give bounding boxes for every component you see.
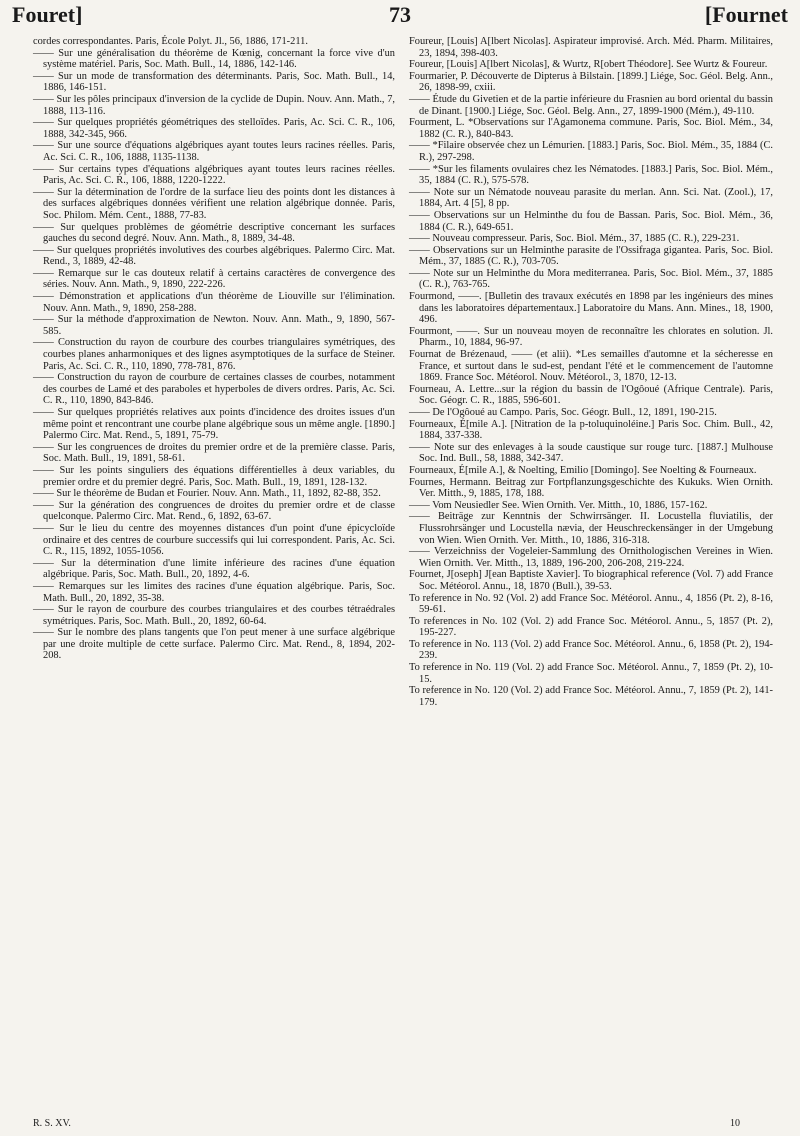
bibliography-entry: —— Sur un mode de transformation des déterminants. Paris, Soc. Math. Bull., 14, 1886, 146-151. — [33, 70, 395, 94]
bibliography-entry: —— Sur les points singuliers des équations différentielles à deux variables, du premier ordre et du premier degré. Paris, Soc. Math. Bull., 19, 1891, 128-132. — [33, 464, 395, 488]
bibliography-entry: Fourmarier, P. Découverte de Dipterus à Bilstain. [1899.] Liége, Soc. Géol. Belg. Ann., 26, 1898-99, cxiii. — [409, 70, 773, 94]
bibliography-entry: —— Remarque sur le cas douteux relatif à certains caractères de convergence des séries. Nouv. Ann. Math., 9, 1890, 222-226. — [33, 267, 395, 291]
bibliography-entry: cordes correspondantes. Paris, École Polyt. Jl., 56, 1886, 171-211. — [33, 36, 308, 47]
footer-number: 10 — [730, 1118, 740, 1129]
bibliography-entry: —— Sur quelques propriétés relatives aux points d'incidence des droites issues d'un même point et rencontrant une courbe plane algébrique sous un même angle. [1890.] Palermo Circ. Mat. Rend., 5, 1891, 75-79. — [33, 407, 396, 442]
bibliography-entry: —— Sur une généralisation du théorème de Kœnig, concernant la force vive d'un système matériel. Paris, Soc. Math. Bull., 14, 1886, 142-146. — [33, 47, 395, 71]
bibliography-entry: —— Sur le théorème de Budan et Fourier. Nouv. Ann. Math., 11, 1892, 82-88, 352. — [33, 488, 381, 500]
bibliography-entry: —— Beiträge zur Kenntnis der Schwirrsänger. II. Locustella fluviatilis, der Flussrohrsänger und Locustella nævia, der Heuschreckensänger in der Umgebung von Wien. Wien Ornith. Ver. Mitth., 10, 1886, 316-318. — [409, 511, 773, 546]
bibliography-entry: —— Sur la génération des congruences de droites du premier ordre et de classe quelconque. Palermo Circ. Mat. Rend., 6, 1892, 63-67. — [33, 499, 395, 523]
bibliography-entry: —— Sur la détermination d'une limite inférieure des racines d'une équation algébrique. Paris, Soc. Math. Bull., 20, 1892, 4-6. — [33, 557, 395, 581]
page-footer — [33, 1118, 740, 1132]
bibliography-entry: Fourneau, A. Lettre...sur la région du bassin de l'Ogôoué (Afrique Centrale). Paris, Soc. Géogr. C. R., 1885, 596-601. — [409, 383, 773, 407]
bibliography-entry: —— Observations sur un Helminthe du fou de Bassan. Paris, Soc. Biol. Mém., 36, 1884 (C. R.), 649-651. — [409, 209, 773, 233]
bibliography-entry: —— Sur quelques propriétés involutives des courbes algébriques. Palermo Circ. Mat. Rend., 3, 1889, 42-48. — [33, 244, 395, 268]
bibliography-entry: —— Construction du rayon de courbure des courbes triangulaires symétriques, des courbes planes anharmoniques et des lignes asymptotiques de la surface de Steiner. Paris, Ac. Sci. C. R., 110, 1890, 778-781, 876. — [33, 337, 395, 372]
bibliography-entry: —— Note sur un Helminthe du Mora mediterranea. Paris, Soc. Biol. Mém., 37, 1885 (C. R.), 763-765. — [409, 267, 773, 291]
bibliography-entry: To references in No. 102 (Vol. 2) add France Soc. Météorol. Annu., 5, 1857 (Pt. 2), 195-227. — [409, 615, 773, 639]
bibliography-entry: —— Sur le lieu du centre des moyennes distances d'un point d'une épicycloïde ordinaire et des centres de courbure successifs qui lui correspondent. Paris, Ac. Sci. C. R., 115, 1892, 1055-1056. — [33, 522, 395, 558]
bibliography-entry: —— Note sur un Nématode nouveau parasite du merlan. Ann. Sci. Nat. (Zool.), 17, 1884, Art. 4 [5], 8 pp. — [409, 186, 773, 210]
bibliography-entry: To reference in No. 119 (Vol. 2) add France Soc. Météorol. Annu., 7, 1859 (Pt. 2), 10-15. — [409, 662, 773, 685]
bibliography-entry: —— Note sur des enlevages à la soude caustique sur rouge turc. [1887.] Mulhouse Soc. Ind. Bull., 58, 1888, 342-347. — [409, 441, 773, 465]
bibliography-entry: —— De l'Ogôoué au Campo. Paris, Soc. Géogr. Bull., 12, 1891, 190-215. — [409, 407, 717, 418]
bibliography-entry: —— Sur la détermination de l'ordre de la surface lieu des points dont les distances à des surfaces algébriques données vérifient une relation algébrique donnée. Paris, Soc. Philom. Mém. Cent., 1888, 77-83. — [33, 186, 395, 221]
bibliography-entry: —— Sur certains types d'équations algébriques ayant toutes leurs racines réelles. Paris, Ac. Sci. C. R., 106, 1888, 1220-1222. — [33, 163, 395, 187]
left-column — [33, 36, 395, 662]
bibliography-entry: —— Vom Neusiedler See. Wien Ornith. Ver. Mitth., 10, 1886, 157-162. — [409, 499, 708, 511]
bibliography-entry: To reference in No. 92 (Vol. 2) add France Soc. Météorol. Annu., 4, 1856 (Pt. 2), 8-16, 59-61. — [409, 592, 773, 616]
bibliography-entry: —— Sur la méthode d'approximation de Newton. Nouv. Ann. Math., 9, 1890, 567-585. — [33, 314, 395, 337]
header-left: Fouret] — [12, 2, 83, 27]
bibliography-entry: —— Remarques sur les limites des racines d'une équation algébrique. Paris, Soc. Math. Bull., 20, 1892, 35-38. — [33, 580, 395, 604]
bibliography-entry: —— *Filaire observée chez un Lémurien. [1883.] Paris, Soc. Biol. Mém., 35, 1884 (C. R.), 297-298. — [409, 140, 773, 163]
bibliography-entry: —— Sur une source d'équations algébriques ayant toutes leurs racines réelles. Paris, Ac. Sci. C. R., 106, 1888, 1135-1138. — [33, 140, 395, 163]
bibliography-entry: —— Sur le rayon de courbure des courbes triangulaires et des courbes tétraédrales symétriques. Paris, Soc. Math. Bull., 20, 1892, 60-64. — [33, 604, 395, 627]
bibliography-entry: Fourneaux, É[mile A.], & Noelting, Emilio [Domingo]. See Noelting & Fourneaux. — [409, 464, 757, 476]
bibliography-entry: —— *Sur les filaments ovulaires chez les Nématodes. [1883.] Paris, Soc. Biol. Mém., 35, 1884 (C. R.), 575-578. — [409, 163, 773, 187]
header-right: [Fournet — [704, 2, 788, 27]
bibliography-entry: —— Verzeichniss der Vogeleier-Sammlung des Ornithologischen Vereines in Wien. Wien Ornith. Ver. Mitth., 13, 1889, 196-200, 206-208, 219-224. — [409, 546, 773, 569]
page-number: 73 — [389, 2, 411, 27]
bibliography-entry: —— Observations sur un Helminthe parasite de l'Ossifraga gigantea. Paris, Soc. Biol. Mém., 37, 1885 (C. R.), 703-705. — [409, 244, 773, 268]
bibliography-entry: Fournat de Brézenaud, —— (et alii). *Les semailles d'automne et la sécheresse en France, et surtout dans le sud-est, pendant l'été et le commencement de l'automne 1869. France Soc. Météorol. Nouv. Météorol., 3, 1870, 12-13. — [409, 349, 773, 384]
bibliography-entry: —— Sur les congruences de droites du premier ordre et de la première classe. Paris, Soc. Math. Bull., 19, 1891, 58-61. — [33, 441, 395, 465]
right-column — [409, 36, 773, 708]
bibliography-entry: Fournet, J[oseph] J[ean Baptiste Xavier]. To biographical reference (Vol. 7) add France Soc. Météorol. Annu., 18, 1870 (Bull.), 39-53. — [409, 569, 773, 592]
bibliography-entry: —— Démonstration et applications d'un théorème de Liouville sur l'élimination. Nouv. Ann. Math., 9, 1890, 258-288. — [33, 291, 395, 314]
bibliography-entry: —— Sur les pôles principaux d'inversion de la cyclide de Dupin. Nouv. Ann. Math., 7, 1888, 113-116. — [33, 93, 395, 117]
bibliography-entry: Foureur, [Louis] A[lbert Nicolas]. Aspirateur improvisé. Arch. Méd. Pharm. Militaires, 23, 1894, 398-403. — [409, 36, 773, 59]
bibliography-entry: —— Construction du rayon de courbure de certaines classes de courbes, notamment des courbes de Lamé et des paraboles et hyperboles de divers ordres. Paris, Ac. Sci. C. R., 110, 1890, 843-846. — [33, 372, 395, 407]
bibliography-entry: Fourneaux, É[mile A.]. [Nitration de la p-toluquinoléine.] Paris Soc. Chim. Bull., 42, 1884, 337-338. — [409, 418, 773, 442]
bibliography-entry: Fourmond, ——. [Bulletin des travaux exécutés en 1898 par les ingénieurs des mines dans les laboratoires départementaux.] Laboratoire du Mans. Ann. Mines., 18, 1900, 496. — [409, 291, 773, 326]
running-header — [12, 2, 788, 30]
bibliography-entry: To reference in No. 113 (Vol. 2) add France Soc. Météorol. Annu., 6, 1858 (Pt. 2), 194-239. — [409, 638, 773, 662]
bibliography-entry: Fournes, Hermann. Beitrag zur Fortpflanzungsgeschichte des Kukuks. Wien Ornith. Ver. Mitth., 9, 1885, 178, 188. — [409, 476, 773, 500]
bibliography-entry: —— Sur quelques problèmes de géométrie descriptive concernant les surfaces gauches du second degré. Nouv. Ann. Math., 8, 1889, 34-48. — [33, 221, 395, 245]
bibliography-entry: To reference in No. 120 (Vol. 2) add France Soc. Météorol. Annu., 7, 1859 (Pt. 2), 141-179. — [409, 685, 773, 708]
bibliography-entry: —— Sur quelques propriétés géométriques des stelloïdes. Paris, Ac. Sci. C. R., 106, 1888, 342-345, 966. — [33, 117, 395, 140]
bibliography-entry: Foureur, [Louis] A[lbert Nicolas], & Wurtz, R[obert Théodore]. See Wurtz & Foureur. — [409, 59, 768, 71]
bibliography-entry: —— Étude du Givetien et de la partie inférieure du Frasnien au bord oriental du bassin de Dinant. [1900.] Liége, Soc. Géol. Belg. Ann., 27, 1899-1900 (Mém.), 49-110. — [409, 93, 773, 117]
bibliography-entry: —— Nouveau compresseur. Paris, Soc. Biol. Mém., 37, 1885 (C. R.), 229-231. — [409, 233, 740, 245]
bibliography-entry: —— Sur le nombre des plans tangents que l'on peut mener à une surface algébrique par une droite multiple de cette surface. Palermo Circ. Mat. Rend., 8, 1894, 202-208. — [33, 627, 395, 662]
bibliography-entry: Fourment, L. *Observations sur l'Agamonema commune. Paris, Soc. Biol. Mém., 34, 1882 (C. R.), 840-843. — [409, 117, 773, 140]
signature-mark: R. S. XV. — [33, 1118, 71, 1129]
bibliography-entry: Fourmont, ——. Sur un nouveau moyen de reconnaître les chlorates en solution. Jl. Pharm., 10, 1884, 96-97. — [409, 325, 773, 349]
